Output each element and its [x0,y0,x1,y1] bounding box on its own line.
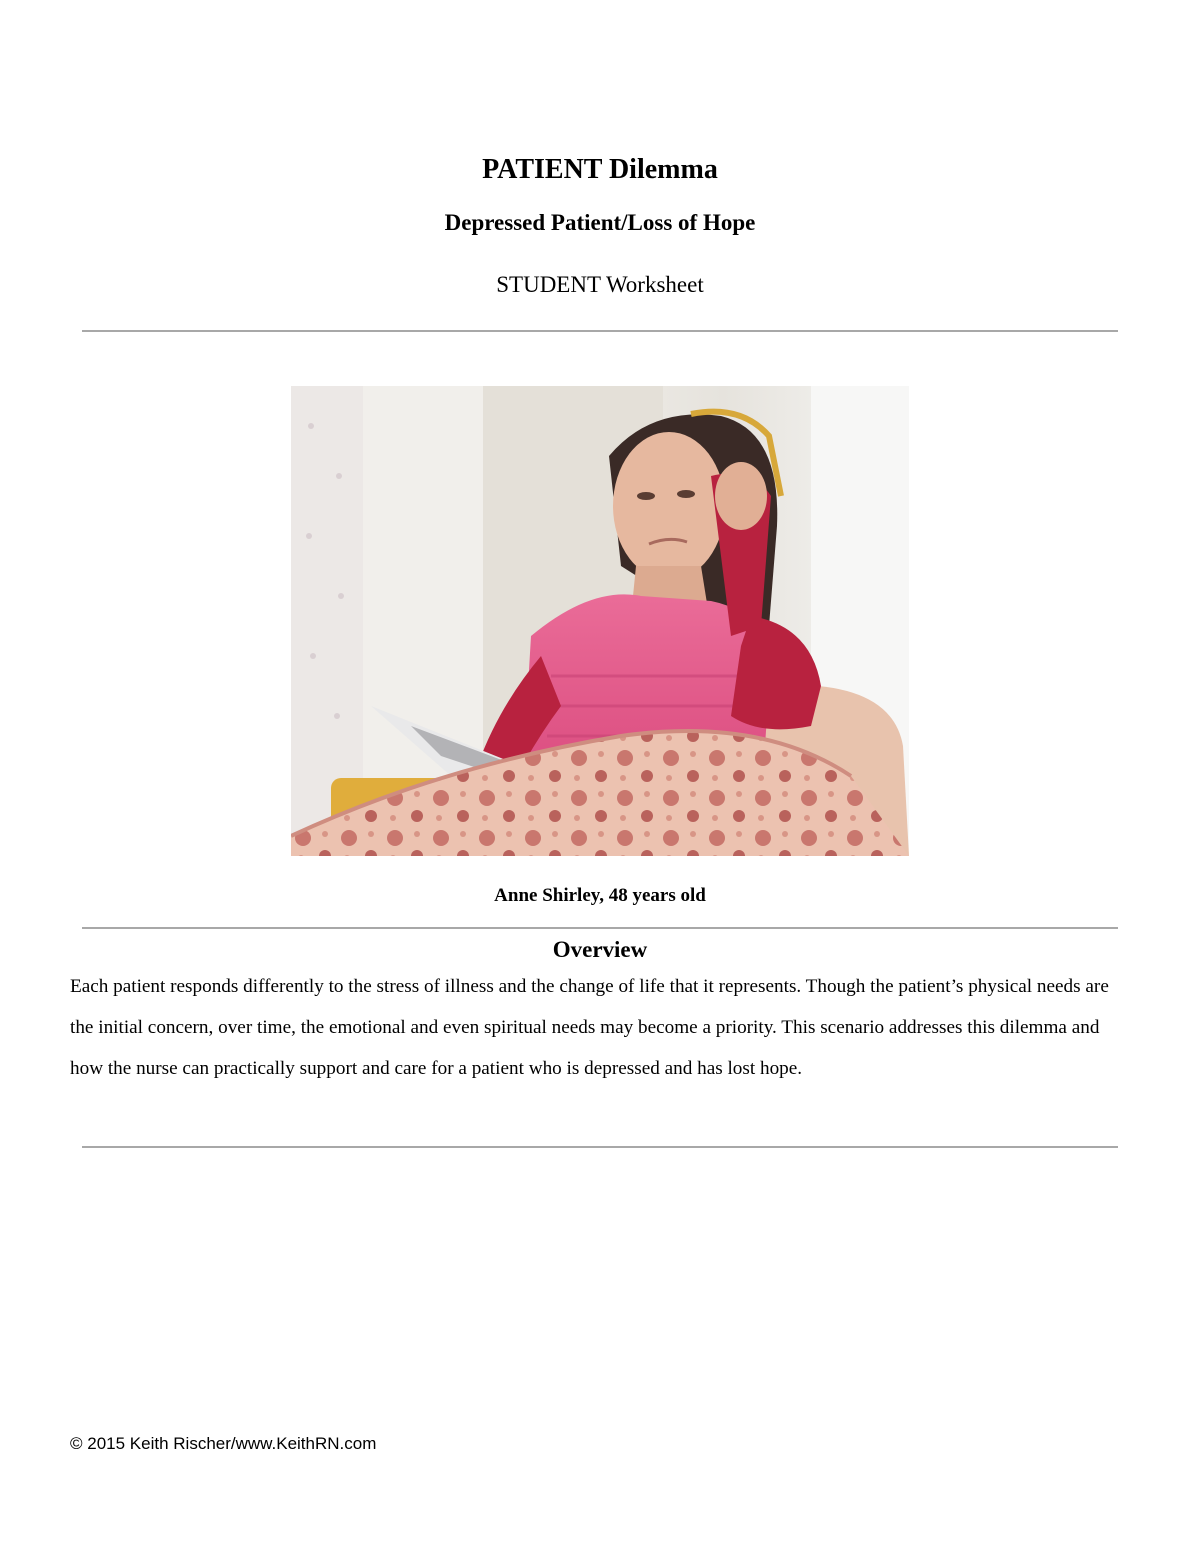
worksheet-label: STUDENT Worksheet [496,272,704,297]
divider-bottom [82,1146,1118,1148]
divider-top [82,330,1118,332]
divider-middle [82,927,1118,929]
patient-photo-illustration [291,386,909,856]
patient-photo [291,386,909,856]
page-title: PATIENT Dilemma [482,154,718,185]
photo-caption: Anne Shirley, 48 years old [494,885,706,906]
overview-heading: Overview [552,937,648,962]
copyright-footer: © 2015 Keith Rischer/www.KeithRN.com [70,1434,377,1453]
overview-body: Each patient responds differently to the stress of illness and the change of life that it represents. Though the patient’s physical needs are the initial concern, over time, the emotional and even spiritual needs may become a priority. This scenario addresses this dilemma and how the nurse can practically support and care for a patient who is depressed and has lost hope. [70,976,1109,1079]
page-subtitle: Depressed Patient/Loss of Hope [444,210,756,235]
